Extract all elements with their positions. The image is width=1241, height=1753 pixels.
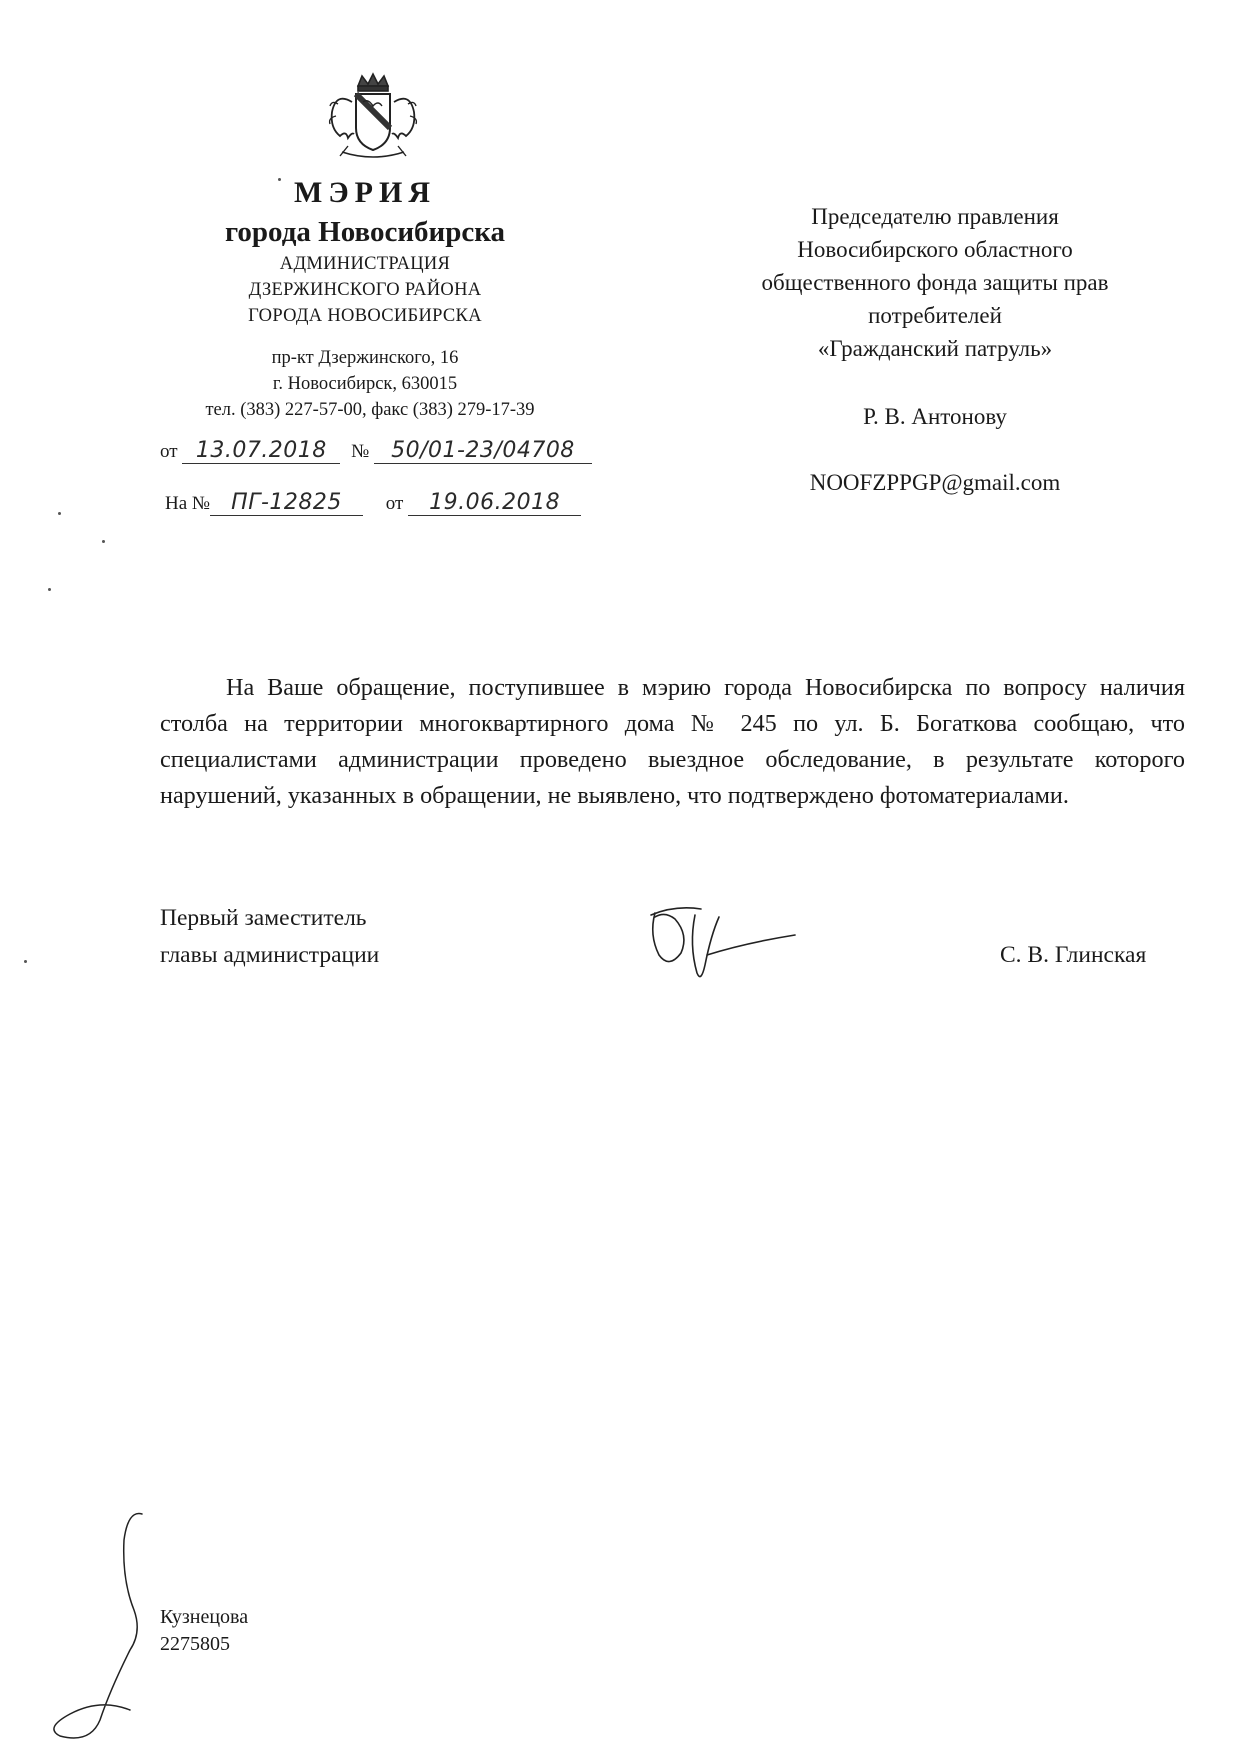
incoming-registration [165, 490, 581, 516]
outgoing-registration [160, 438, 592, 464]
recipient-email: NOOFZPPGP@gmail.com [809, 470, 1061, 495]
address-city: г. Новосибирск, 630015 [272, 374, 458, 394]
recipient-block [700, 200, 1170, 365]
handwritten-signature-icon [635, 895, 815, 995]
recipient-name: Р. В. Антонову [863, 404, 1007, 429]
scan-speck [278, 178, 281, 181]
recipient-line: «Гражданский патруль» [817, 336, 1053, 361]
executor-phone: 2275805 [160, 1633, 230, 1655]
signer-name: С. В. Глинская [1000, 942, 1147, 968]
org-title: МЭРИЯ [294, 176, 436, 209]
reply-label: На № [165, 493, 211, 514]
recipient-line: Председателю правления [811, 204, 1059, 229]
signer-title-line1: Первый заместитель [160, 905, 367, 931]
reply-from-label: от [385, 493, 404, 514]
org-district: ДЗЕРЖИНСКОГО РАЙОНА [248, 280, 482, 300]
org-city-caps: ГОРОДА НОВОСИБИРСКА [248, 306, 482, 326]
outgoing-number: 50/01-23/04708 [374, 438, 592, 464]
phone-fax: тел. (383) 227-57-00, факс (383) 279-17-39 [205, 400, 535, 420]
scan-speck [24, 960, 27, 963]
recipient-line: потребителей [868, 303, 1002, 328]
executor-name: Кузнецова [160, 1606, 249, 1628]
coat-of-arms-icon [318, 72, 428, 162]
incoming-date: 19.06.2018 [408, 490, 581, 516]
org-city: города Новосибирска [224, 216, 506, 248]
number-label: № [351, 441, 370, 462]
scan-speck [102, 540, 105, 543]
signer-title-line2: главы администрации [160, 942, 380, 968]
body-paragraph: На Ваше обращение, поступившее в мэрию города Новосибирска по вопросу наличия столба на территории многоквартирного дома № 245 по ул. Б. Богаткова сообщаю, что специалистами администрации проведено выездное обследование, в результате которого нарушений, указанных в обращении, не выявлено, что подтверждено фотоматериалами. [160, 674, 1185, 809]
scan-speck [48, 588, 51, 591]
incoming-number: ПГ-12825 [210, 490, 363, 516]
recipient-line: Новосибирского областного [797, 237, 1073, 262]
scan-speck [58, 512, 61, 515]
recipient-line: общественного фонда защиты прав [761, 270, 1109, 295]
executor-initials-icon [30, 1500, 170, 1750]
org-admin: АДМИНИСТРАЦИЯ [279, 254, 451, 274]
from-label: от [160, 441, 178, 462]
address-street: пр-кт Дзержинского, 16 [271, 348, 459, 368]
outgoing-date: 13.07.2018 [182, 438, 340, 464]
